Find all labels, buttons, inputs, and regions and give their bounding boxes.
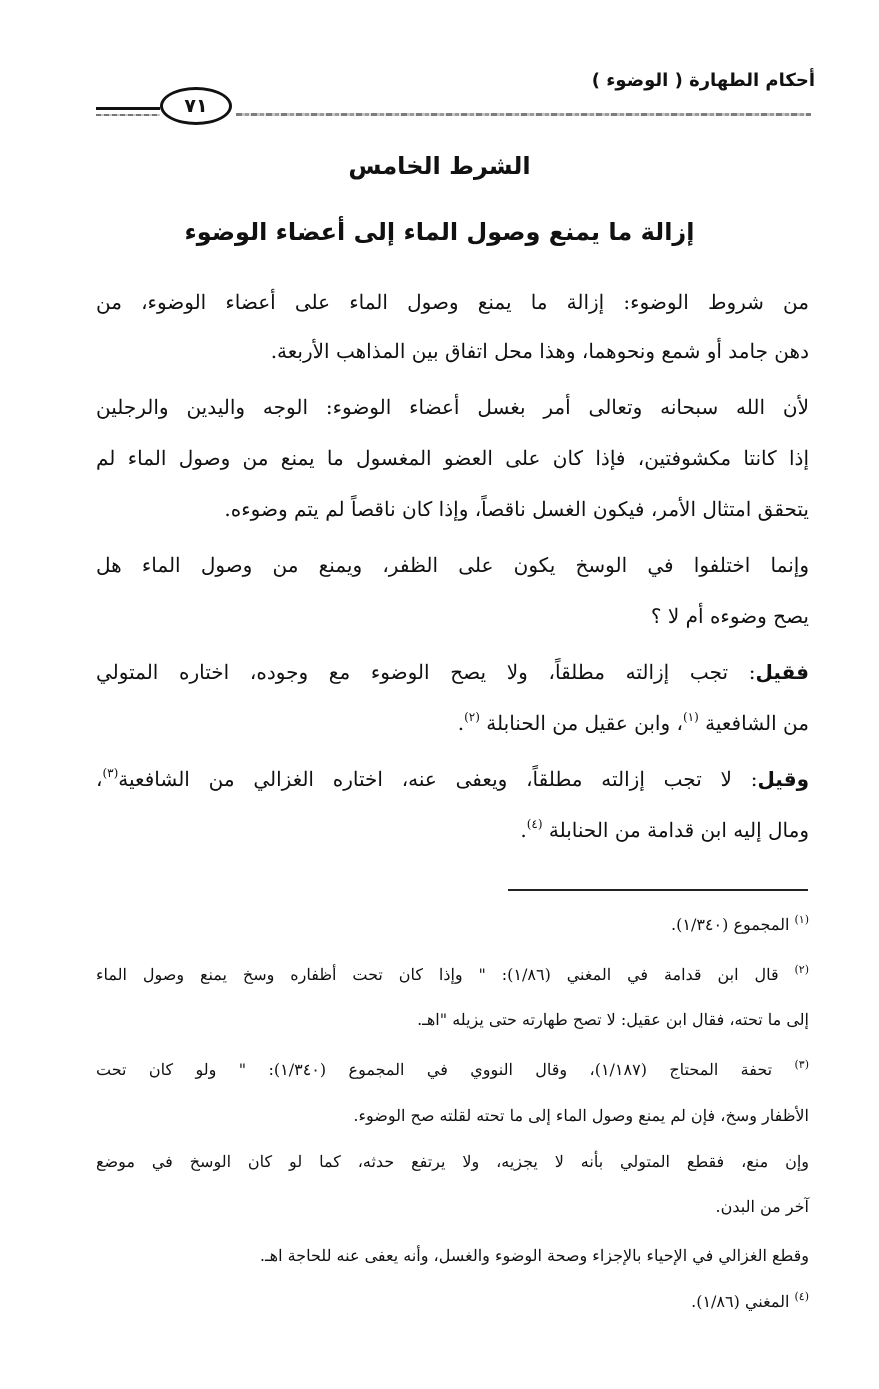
footnote-text: المغني (١/٨٦). — [691, 1292, 795, 1311]
footnote-marker: (٣) — [794, 1058, 809, 1071]
footnote-reference[interactable]: (٣) — [102, 766, 119, 780]
opinion-lead-word: فقيل — [755, 660, 809, 684]
footnote-text: وإن منع، فقطع المتولي بأنه لا يجزيه، ولا يرتفع حدثه، كما لو كان الوسخ في موضع — [96, 1152, 809, 1171]
footnote-text: تحفة المحتاج (١/١٨٧)، وقال النووي في المجموع (١/٣٤٠): " ولو كان تحت — [96, 1060, 795, 1079]
page-number-badge: ٧١ — [160, 87, 232, 125]
footnote-2 — [96, 965, 809, 984]
footnote-marker: (١) — [794, 913, 809, 926]
body-text: . — [520, 818, 527, 842]
footnote-separator — [508, 889, 808, 891]
footnote-text: إلى ما تحته، فقال ابن عقيل: لا تصح طهارته حتى يزيله "اهـ. — [417, 1010, 809, 1029]
header-rule — [96, 107, 160, 110]
footnote-text: وقطع الغزالي في الإحياء بالإجزاء وصحة الوضوء والغسل، وأنه يعفى عنه للحاجة اهـ. — [259, 1246, 809, 1265]
running-header-title: أحكام الطهارة ( الوضوء ) — [591, 70, 815, 91]
body-text: : لا تجب إزالته مطلقاً، ويعفى عنه، اختاره الغزالي من الشافعية — [118, 767, 758, 791]
header-rule-dotted — [236, 113, 811, 116]
body-line — [96, 660, 809, 684]
body-line: يتحقق امتثال الأمر، فيكون الغسل ناقصاً، وإذا كان ناقصاً لم يتم وضوءه. — [224, 497, 809, 521]
footnote-1 — [96, 915, 809, 934]
footnote-3 — [96, 1060, 809, 1079]
body-text: . — [457, 711, 465, 735]
body-line — [96, 711, 809, 735]
body-text: ، — [96, 767, 103, 791]
body-line: دهن جامد أو شمع ونحوهما، وهذا محل اتفاق بين المذاهب الأربعة. — [270, 339, 809, 363]
footnote-reference[interactable]: (٤) — [526, 817, 543, 831]
header-rule-dotted-left — [96, 114, 160, 116]
section-heading: الشرط الخامس — [348, 152, 531, 180]
footnote-text: قال ابن قدامة في المغني (١/٨٦): " وإذا كان تحت أظفاره وسخ يمنع وصول الماء — [96, 965, 795, 984]
body-text: : تجب إزالته مطلقاً، ولا يصح الوضوء مع وجوده، اختاره المتولي — [96, 660, 756, 684]
body-line — [96, 818, 809, 842]
body-line: من شروط الوضوء: إزالة ما يمنع وصول الماء على أعضاء الوضوء، من — [96, 290, 809, 314]
body-line: إذا كانتا مكشوفتين، فإذا كان على العضو المغسول ما يمنع من وصول الماء لم — [96, 446, 809, 470]
body-text: ، وابن عقيل من الحنابلة — [479, 711, 683, 735]
footnote-text: الأظفار وسخ، فإن لم يمنع وصول الماء إلى ما تحته لقلته صح الوضوء. — [353, 1106, 809, 1125]
footnote-marker: (٢) — [794, 963, 809, 976]
body-line: لأن الله سبحانه وتعالى أمر بغسل أعضاء الوضوء: الوجه واليدين والرجلين — [96, 395, 809, 419]
footnote-reference[interactable]: (٢) — [464, 710, 480, 724]
chapter-title: إزالة ما يمنع وصول الماء إلى أعضاء الوضوء — [184, 218, 695, 246]
footnote-4 — [96, 1292, 809, 1311]
opinion-lead-word: وقيل — [757, 767, 809, 791]
body-line: وإنما اختلفوا في الوسخ يكون على الظفر، ويمنع من وصول الماء هل — [96, 553, 809, 577]
body-line: يصح وضوءه أم لا ؟ — [650, 604, 809, 628]
footnote-text: المجموع (١/٣٤٠). — [671, 915, 795, 934]
body-text: ومال إليه ابن قدامة من الحنابلة — [542, 818, 809, 842]
body-text: من الشافعية — [698, 711, 809, 735]
footnote-marker: (٤) — [794, 1290, 809, 1303]
body-line — [96, 767, 809, 791]
footnote-text: آخر من البدن. — [715, 1197, 809, 1216]
footnote-reference[interactable]: (١) — [682, 710, 699, 724]
